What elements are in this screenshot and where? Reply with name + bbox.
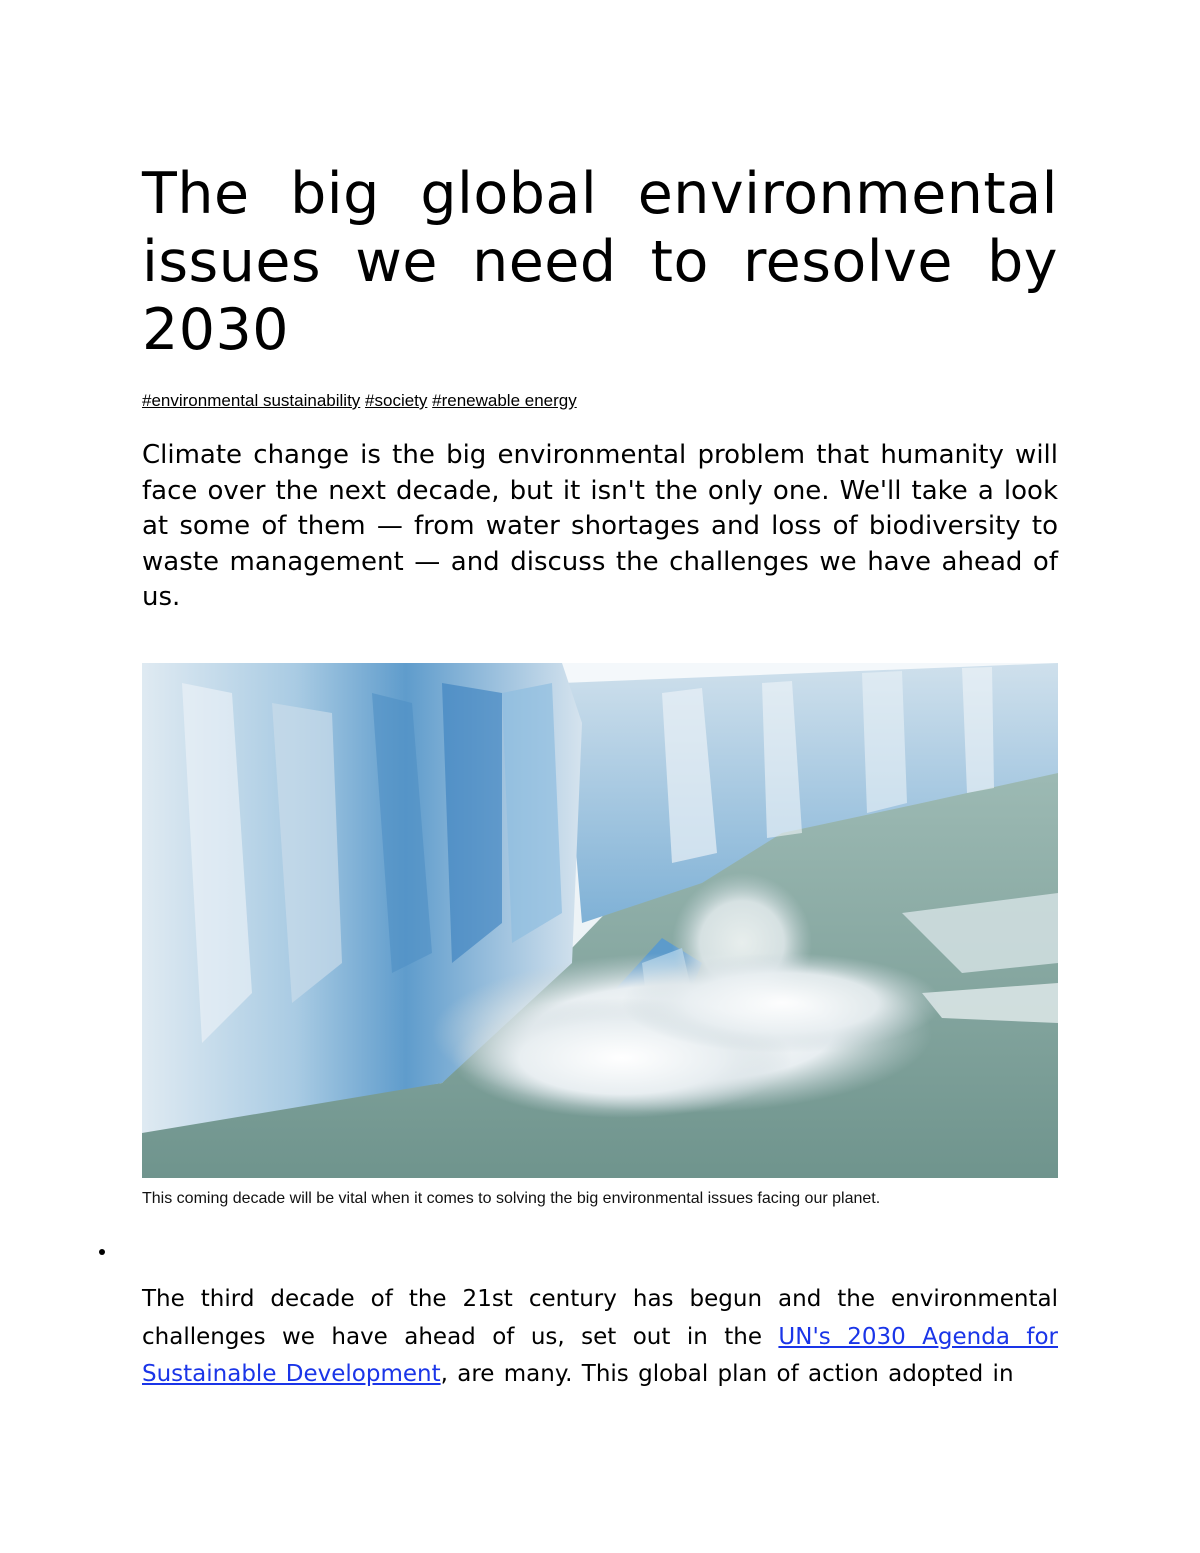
tag-society[interactable]: #society [365,391,428,410]
glacier-photo-illustration [142,663,1058,1178]
article-lede: Climate change is the big environmental problem that humanity will face over the next decade, but it isn't the only one. We'll take a look at some of them — from water shortages and loss of biodiversity to waste management — and discuss the challenges we have ahead of us. [142,440,1058,612]
tag-list [142,390,1058,412]
body-text-after-link: , are many. This global plan of action adopted in [440,1361,1014,1387]
tag-environmental-sustainability[interactable]: #environmental sustainability [142,391,361,410]
glacier-calving-photo [142,663,1058,1178]
article [142,160,1058,1210]
bullet-dot-icon [99,1249,105,1255]
un-2030-agenda-link[interactable]: UN's 2030 Agenda for Sustainable Development [142,1323,1058,1387]
body-text-before-link: The third decade of the 21st century has begun and the environmental challenges we have ahead of us, set out in the [142,1286,1058,1350]
article-title: The big global environmental issues we need to resolve by 2030 [142,161,1058,363]
image-caption: This coming decade will be vital when it comes to solving the big environmental issues facing our planet. [142,1189,881,1207]
bullet-icon [97,1240,117,1260]
tag-renewable-energy[interactable]: #renewable energy [432,391,577,410]
article-body-paragraph [142,1281,1058,1394]
